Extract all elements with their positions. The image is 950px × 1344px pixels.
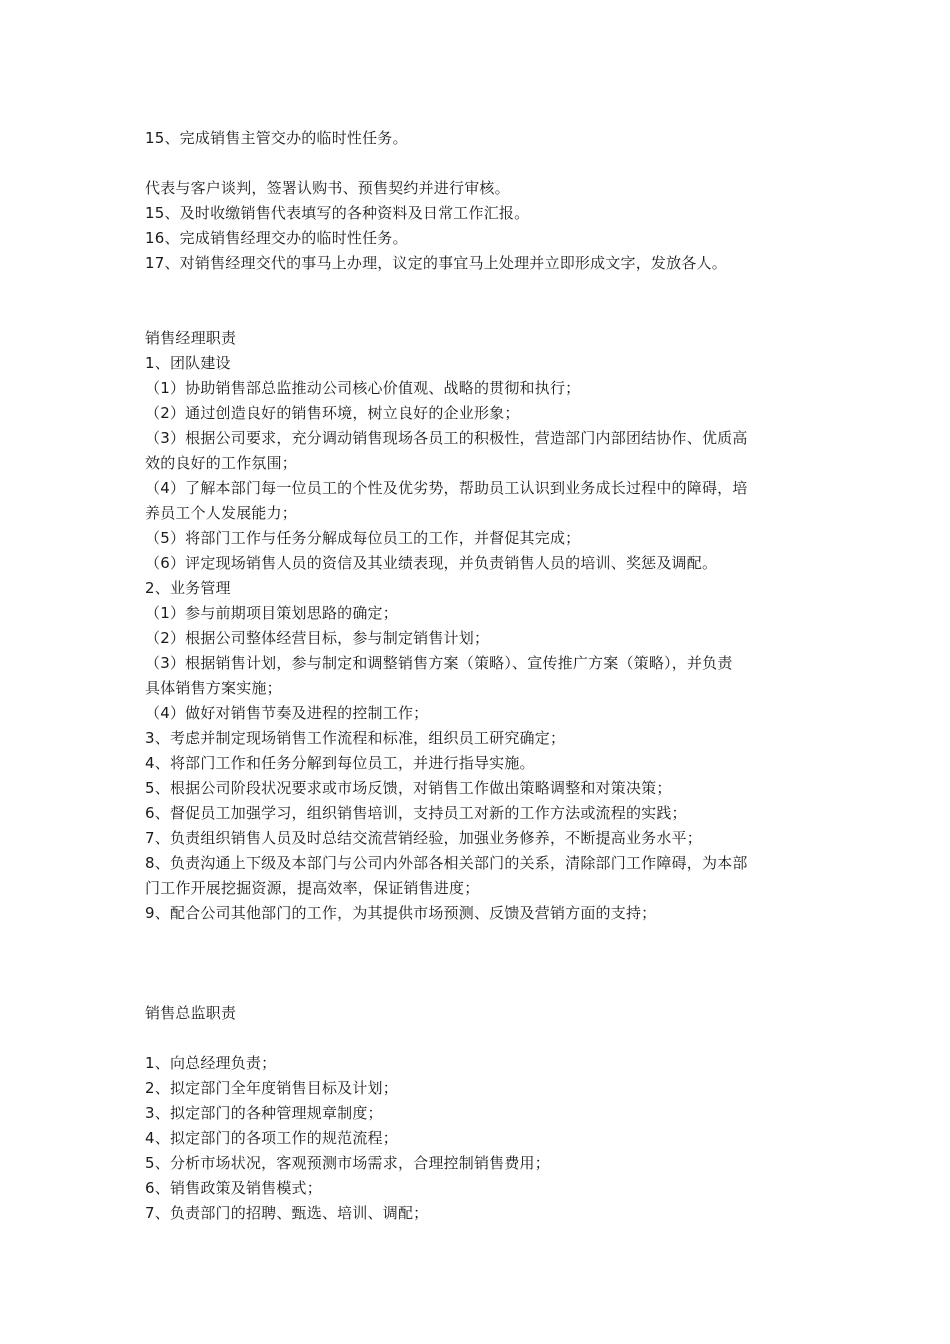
manager-line: （5）将部门工作与任务分解成每位员工的工作，并督促其完成；	[145, 529, 581, 547]
manager-line: （3）根据公司要求，充分调动销售现场各员工的积极性，营造部门内部团结协作、优质高	[145, 429, 748, 447]
director-line: 4、拟定部门的各项工作的规范流程；	[145, 1129, 398, 1147]
manager-line: 9、配合公司其他部门的工作，为其提供市场预测、反馈及营销方面的支持；	[145, 904, 657, 922]
manager-line: 7、负责组织销售人员及时总结交流营销经验，加强业务修养，不断提高业务水平；	[145, 829, 702, 847]
director-line: 3、拟定部门的各种管理规章制度；	[145, 1104, 383, 1122]
manager-line: （2）根据公司整体经营目标，参与制定销售计划；	[145, 629, 490, 647]
manager-line: （1）协助销售部总监推动公司核心价值观、战略的贯彻和执行；	[145, 379, 581, 397]
director-section-title: 销售总监职责	[145, 1004, 237, 1022]
manager-line: 具体销售方案实施；	[145, 679, 282, 697]
manager-line: 2、业务管理	[145, 579, 231, 597]
intro-line-3: 15、及时收缴销售代表填写的各种资料及日常工作汇报。	[145, 204, 530, 222]
director-line: 7、负责部门的招聘、甄选、培训、调配；	[145, 1204, 429, 1222]
director-line: 2、拟定部门全年度销售目标及计划；	[145, 1079, 398, 1097]
manager-line: （4）了解本部门每一位员工的个性及优劣势，帮助员工认识到业务成长过程中的障碍，培	[145, 479, 748, 497]
intro-line-4: 16、完成销售经理交办的临时性任务。	[145, 229, 408, 247]
manager-line: 8、负责沟通上下级及本部门与公司内外部各相关部门的关系，清除部门工作障碍，为本部	[145, 854, 748, 872]
director-line: 1、向总经理负责；	[145, 1054, 277, 1072]
intro-line-5: 17、对销售经理交代的事马上办理，议定的事宜马上处理并立即形成文字，发放各人。	[145, 254, 727, 272]
manager-line: 效的良好的工作氛围；	[145, 454, 298, 472]
manager-line: 5、根据公司阶段状况要求或市场反馈，对销售工作做出策略调整和对策决策；	[145, 779, 672, 797]
manager-line: （2）通过创造良好的销售环境，树立良好的企业形象；	[145, 404, 520, 422]
manager-line: （4）做好对销售节奏及进程的控制工作；	[145, 704, 429, 722]
director-line: 6、销售政策及销售模式；	[145, 1179, 322, 1197]
intro-line-2: 代表与客户谈判，签署认购书、预售契约并进行审核。	[145, 179, 510, 197]
manager-line: 养员工个人发展能力；	[145, 504, 298, 522]
manager-line: （6）评定现场销售人员的资信及其业绩表现，并负责销售人员的培训、奖惩及调配。	[145, 554, 718, 572]
manager-line: （1）参与前期项目策划思路的确定；	[145, 604, 398, 622]
manager-line: 1、团队建设	[145, 354, 231, 372]
manager-line: 6、督促员工加强学习，组织销售培训，支持员工对新的工作方法或流程的实践；	[145, 804, 687, 822]
manager-line: 门工作开展挖掘资源，提高效率，保证销售进度；	[145, 879, 480, 897]
intro-line-1: 15、完成销售主管交办的临时性任务。	[145, 129, 408, 147]
director-line: 5、分析市场状况，客观预测市场需求，合理控制销售费用；	[145, 1154, 550, 1172]
manager-section-title: 销售经理职责	[145, 329, 237, 347]
manager-line: （3）根据销售计划，参与制定和调整销售方案（策略）、宣传推广方案（策略），并负责	[145, 654, 733, 672]
manager-line: 3、考虑并制定现场销售工作流程和标准，组织员工研究确定；	[145, 729, 566, 747]
manager-line: 4、将部门工作和任务分解到每位员工，并进行指导实施。	[145, 754, 535, 772]
